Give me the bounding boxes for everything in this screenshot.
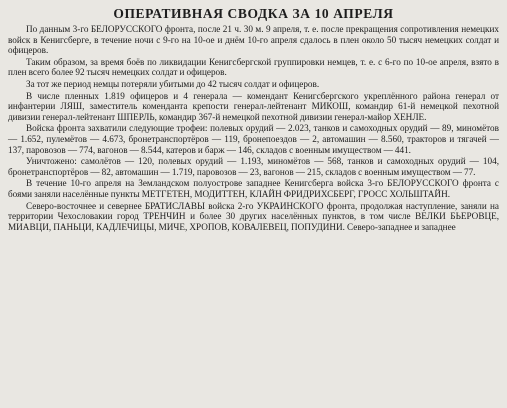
page-title: ОПЕРАТИВНАЯ СВОДКА ЗА 10 АПРЕЛЯ	[113, 6, 394, 21]
paragraph-2: Таким образом, за время боёв по ликвидации Кенигсбергской группировки немцев, т. е. с 6-го по 10-ое апреля, взято в плен всего более 92 тысяч немецких солдат и офицеров.	[8, 56, 499, 78]
paragraph-6: Уничтожено: самолётов — 120, полевых орудий — 1.193, миномётов — 568, танков и самоходных орудий — 104, бронетранспортёров — 82, автомашин — 1.719, паровозов — 23, вагонов — 215, складов с военным имуществом — 77.	[8, 156, 499, 177]
paragraph-7: В течение 10-го апреля на Земландском полуострове западнее Кенигсберга войска 3-го БЕЛОРУССКОГО фронта с боями заняли населённые пункты МЕТГЕТЕН, МОДИТТЕН, КЛАЙН ФРИДРИХСБЕРГ, ГРОСС ХОЛЬШТАЙН.	[8, 178, 499, 199]
paragraph-4: В числе пленных 1.819 офицеров и 4 генерала — комендант Кенигсбергского укреплённого района генерал от инфантерии ЛЯШ, заместитель коменданта крепости генерал-лейтенант МИКОШ, командир 61-й немецкой пехотной дивизии генерал-лейтенант ШПЕРЛЬ, командир 367-й немецкой пехотной дивизии генерал-майор ХЕНЛЕ.	[8, 90, 499, 122]
paragraph-5: Войска фронта захватили следующие трофеи: полевых орудий — 2.023, танков и самоходных орудий — 89, миномётов — 1.652, пулемётов — 4.673, бронетранспортёров — 119, бронепоездов — 2, автомашин — 8.560, тракторов и тягачей — 137, паровозов — 774, вагонов — 8.544, катеров и барж — 146, складов с военным имуществом — 441.	[8, 123, 499, 155]
paragraph-3: За тот же период немцы потеряли убитыми до 42 тысяч солдат и офицеров.	[26, 78, 320, 89]
paragraph-1: По данным 3-го БЕЛОРУССКОГО фронта, после 21 ч. 30 м. 9 апреля, т. е. после прекращения сопротивления немецких войск в Кенигсберге, в течение ночи с 9-го на 10-ое и днём 10-го апреля сдалось в плен около 50 тысяч немецких солдат и офицеров.	[8, 24, 499, 56]
paragraph-8: Северо-восточнее и севернее БРАТИСЛАВЫ войска 2-го УКРАИНСКОГО фронта, продолжая наступление, заняли на территории Чехословакии город ТРЕНЧИН и более 30 других населённых пунктов, в том числе ВЕЛКИ БЬЕРОВЦЕ, МИАВЦИ, ПАНЬЦИ, КАДЛЕЧИЦЫ, МИЧЕ, ХРОПОВ, КОВАЛЕВЕЦ, ПОПУДИНИ. Северо-западнее и западнее	[8, 200, 499, 232]
